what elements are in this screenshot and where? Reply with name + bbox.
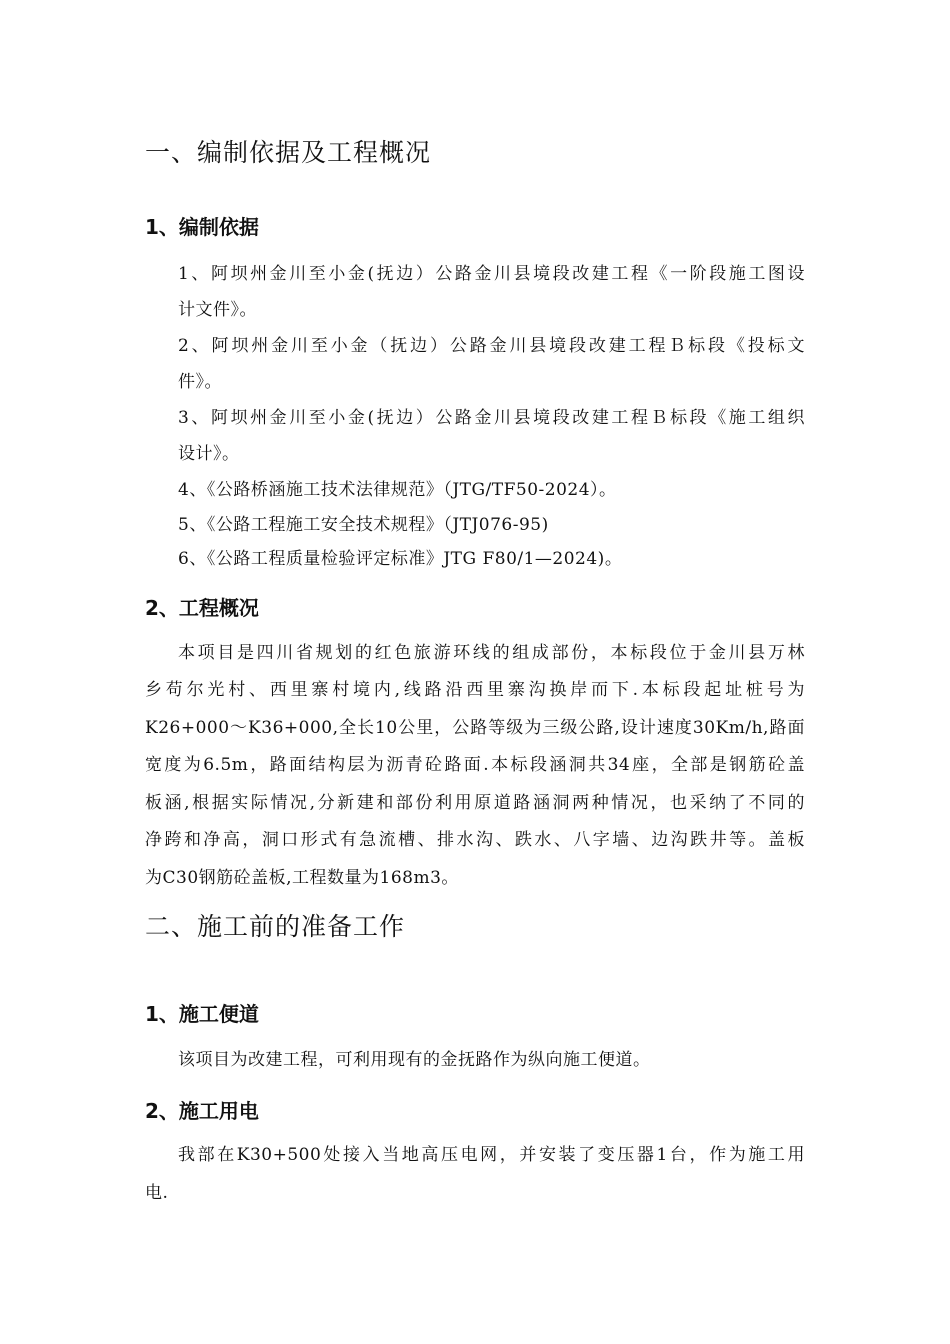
basis-line-9: 6、《公路工程质量检验评定标准》JTG F80/1—2024)。 — [178, 549, 623, 569]
power-line-1: 我部在K30+500处接入当地高压电网，并安装了变压器1台，作为施工用 — [178, 1145, 805, 1165]
overview-line-3: K26+000～K36+000,全长10公里，公路等级为三级公路,设计速度30Km/h,路面 — [145, 718, 805, 738]
overview-line-2: 乡苟尔光村、西里寨村境内,线路沿西里寨沟换岸而下.本标段起址桩号为 — [145, 680, 805, 700]
subsection-1-2-title: 2、工程概况 — [145, 596, 259, 620]
overview-line-5: 板涵,根据实际情况,分新建和部份利用原道路涵洞两种情况，也采纳了不同的 — [145, 793, 805, 813]
section-1-title: 一、编制依据及工程概况 — [145, 138, 432, 167]
access-road-line-1: 该项目为改建工程，可利用现有的金抚路作为纵向施工便道。 — [178, 1050, 651, 1070]
basis-line-1: 1、阿坝州金川至小金(抚边）公路金川县境段改建工程《一阶段施工图设 — [178, 264, 805, 284]
overview-line-6: 净跨和净高，洞口形式有急流槽、排水沟、跌水、八字墙、边沟跌井等。盖板 — [145, 830, 805, 850]
power-line-2: 电. — [145, 1183, 169, 1203]
overview-line-7: 为C30钢筋砼盖板,工程数量为168m3。 — [145, 868, 459, 888]
basis-line-8: 5、《公路工程施工安全技术规程》（JTJ076-95) — [178, 515, 549, 535]
basis-line-2: 计文件》。 — [178, 300, 257, 320]
basis-line-6: 设计》。 — [178, 444, 240, 464]
basis-line-4: 件》。 — [178, 372, 222, 392]
overview-line-4: 宽度为6.5m，路面结构层为沥青砼路面.本标段涵洞共34座，全部是钢筋砼盖 — [145, 755, 805, 775]
basis-line-3: 2、阿坝州金川至小金（抚边）公路金川县境段改建工程Ｂ标段《投标文 — [178, 336, 805, 356]
basis-line-5: 3、阿坝州金川至小金(抚边）公路金川县境段改建工程Ｂ标段《施工组织 — [178, 408, 805, 428]
basis-line-7: 4、《公路桥涵施工技术法律规范》（JTG/TF50-2024）。 — [178, 480, 617, 500]
overview-line-1: 本项目是四川省规划的红色旅游环线的组成部份，本标段位于金川县万林 — [178, 643, 805, 663]
section-2-title: 二、施工前的准备工作 — [145, 912, 406, 941]
subsection-1-1-title: 1、编制依据 — [145, 215, 259, 239]
subsection-2-1-title: 1、施工便道 — [145, 1002, 259, 1026]
subsection-2-2-title: 2、施工用电 — [145, 1099, 259, 1123]
